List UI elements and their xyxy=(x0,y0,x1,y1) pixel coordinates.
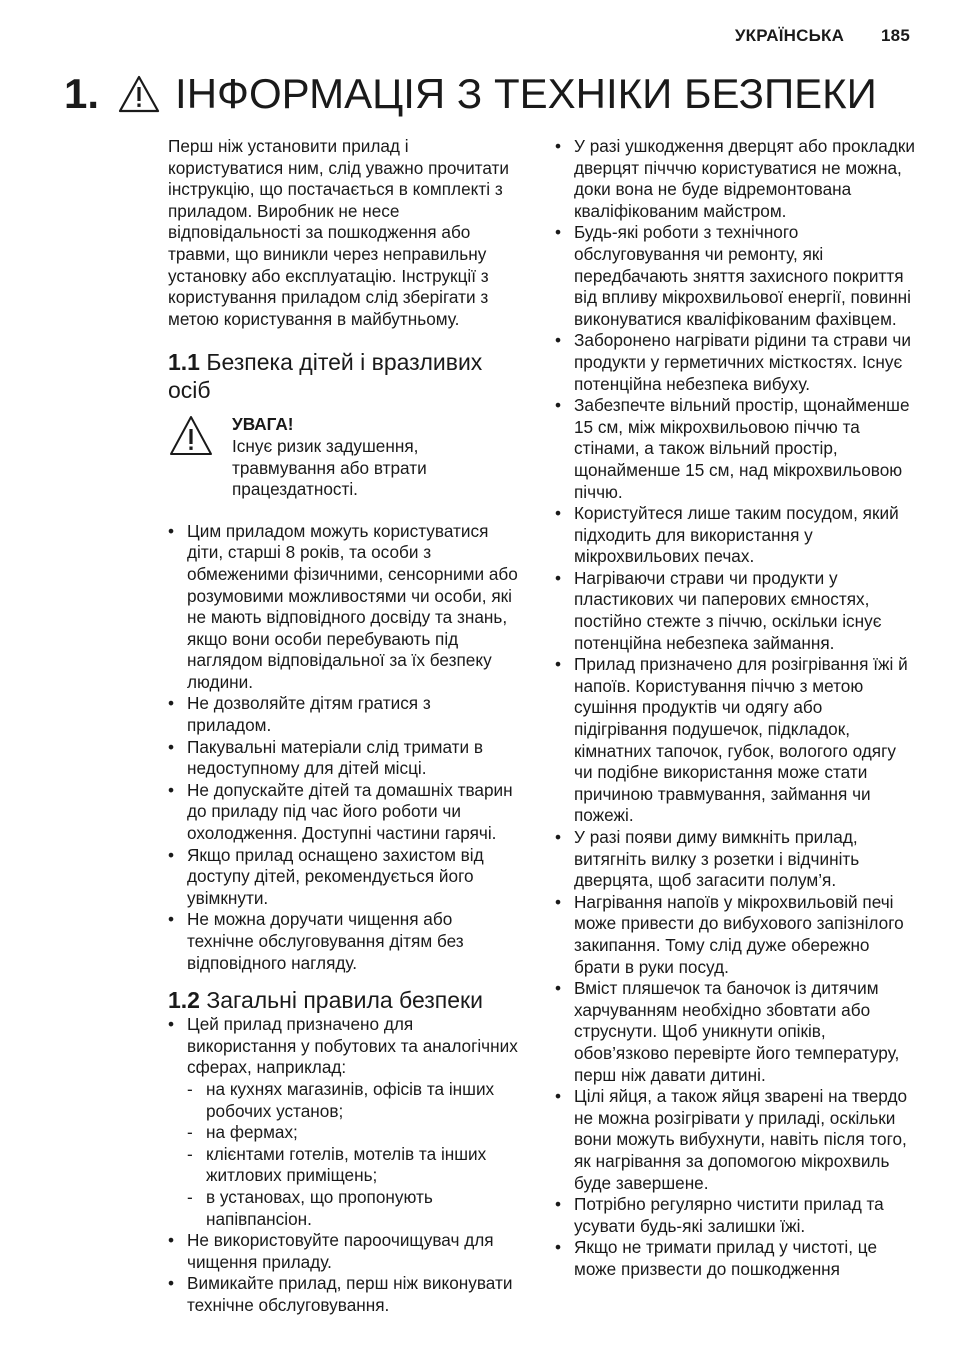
running-head xyxy=(735,26,910,46)
list-item: • Користуйтеся лише таким посудом, який підходить для використання у мікрохвильових печах. xyxy=(555,503,915,568)
left-column xyxy=(168,136,518,1329)
section-title: Безпека дітей і вразливих осіб xyxy=(168,349,483,404)
list-item: • Вміст пляшечок та баночок із дитячим харчуванням необхідно збовтати або струснути. Щоб уникнути опіків, обов’язково перевірте його температуру, перш ніж давати дитині. xyxy=(555,978,915,1086)
section-title: Загальні правила безпеки xyxy=(206,987,483,1014)
list-item: • Якщо прилад оснащено захистом від доступу дітей, рекомендується його увімкнути. xyxy=(168,845,518,910)
list-item: • Вимикайте прилад, перш ніж виконувати технічне обслуговування. xyxy=(168,1273,518,1316)
list-item: • Не використовуйте пароочищувач для чищення приладу. xyxy=(168,1230,518,1273)
warning-triangle-icon xyxy=(117,74,161,114)
list-item: • Цим приладом можуть користуватися діти, старші 8 років, та особи з обмеженими фізичними, сенсорними або розумовими можливостями чи особи, які не мають відповідного досвіду та знань, якщо вони особи перебувають під наглядом відповідальної за їх безпеку людини. xyxy=(168,521,518,694)
right-column xyxy=(555,136,915,1292)
notice-title: УВАГА! xyxy=(232,414,294,435)
section-number: 1.2 xyxy=(168,987,200,1014)
section-number: 1.1 xyxy=(168,349,200,376)
chapter-heading: ІНФОРМАЦІЯ З ТЕХНІКИ БЕЗПЕКИ xyxy=(175,70,877,117)
sub-list-item: - в установах, що пропонують напівпансіон. xyxy=(187,1187,518,1230)
sub-list-item: - на фермах; xyxy=(187,1122,518,1144)
list-item: • Пакувальні матеріали слід тримати в недоступному для дітей місці. xyxy=(168,737,518,780)
page-number: 185 xyxy=(881,26,910,45)
list-item: • Будь-які роботи з технічного обслуговування чи ремонту, які передбачають зняття захисного покриття від впливу мікрохвильової енергії, повинні виконуватися кваліфікованим фахівцем. xyxy=(555,222,915,330)
list-item xyxy=(168,1014,518,1230)
header-language: УКРАЇНСЬКА xyxy=(734,26,845,45)
chapter-title xyxy=(64,70,877,118)
notice-body xyxy=(232,414,518,500)
list-item-text: Цей прилад призначено для використання у побутових та аналогічних сферах, наприклад: xyxy=(187,1014,518,1078)
notice-text: Існує ризик задушення, травмування або втрати працездатності. xyxy=(232,435,427,500)
intro-paragraph: Перш ніж установити прилад і користуватися ним, слід уважно прочитати інструкцію, що постачається в комплекті з приладом. Виробник не несе відповідальності за пошкодження або травми, що виникли через неправильну установку або експлуатацію. Інструкції з користування приладом слід зберігати з метою користування в майбутньому. xyxy=(168,136,510,329)
list-item: • Забезпечте вільний простір, щонайменше 15 см, між мікрохвильовою піччю та стінами, а також вільний простір, щонайменше 15 см, над мікрохвильовою піччю. xyxy=(555,395,915,503)
list-item: • Не допускайте дітей та домашніх тварин до приладу під час його роботи чи охолодження. Доступні частини гарячі. xyxy=(168,780,518,845)
list-item: • У разі появи диму вимкніть прилад, витягніть вилку з розетки і відчиніть дверцята, щоб загасити полум’я. xyxy=(555,827,915,892)
sub-list xyxy=(187,1079,518,1230)
section-heading-children-safety xyxy=(168,348,518,404)
warning-triangle-icon xyxy=(168,414,214,458)
list-item: • У разі ушкодження дверцят або прокладки дверцят пічччю користуватися не можна, доки вона не буде відремонтована кваліфікованим майстром. xyxy=(555,136,915,222)
list-item: • Не дозволяйте дітям гратися з приладом. xyxy=(168,693,518,736)
list-item: • Потрібно регулярно чистити прилад та усувати будь-які залишки їжі. xyxy=(555,1194,915,1237)
list-item: • Цілі яйця, а також яйця зварені на твердо не можна розігрівати у приладі, оскільки вони можуть вибухнути, навіть після того, як нагрівання за допомогою мікрохвиль буде завершене. xyxy=(555,1086,915,1194)
sub-list-item: - на кухнях магазинів, офісів та інших робочих установ; xyxy=(187,1079,518,1122)
section-heading-general-safety xyxy=(168,986,518,1014)
general-safety-list xyxy=(168,1014,518,1316)
list-item: • Заборонено нагрівати рідини та страви чи продукти у герметичних місткостях. Існує потенційна небезпека вибуху. xyxy=(555,330,915,395)
children-safety-list xyxy=(168,521,518,974)
list-item: • Не можна доручати чищення або технічне обслуговування дітям без відповідного нагляду. xyxy=(168,909,518,974)
list-item: • Якщо не тримати прилад у чистоті, це може призвести до пошкодження xyxy=(555,1237,915,1280)
warning-notice xyxy=(168,414,518,500)
general-safety-list-continued xyxy=(555,136,915,1280)
chapter-number: 1. xyxy=(64,70,100,117)
sub-list-item: - клієнтами готелів, мотелів та інших житлових приміщень; xyxy=(187,1144,518,1187)
list-item: • Нагріваючи страви чи продукти у пластикових чи паперових ємностях, постійно стежте з піччю, оскільки існує потенційна небезпека займання. xyxy=(555,568,915,654)
list-item: • Нагрівання напоїв у мікрохвильовій печі може привести до вибухового запізнілого закипання. Тому слід дуже обережно брати в руки посуд. xyxy=(555,892,915,978)
list-item: • Прилад призначено для розігрівання їжі й напоїв. Користування піччю з метою сушіння продуктів чи одягу або підігрівання подушечок, підкладок, кімнатних тапочок, губок, вологого одягу чи подібне використання може стати причиною травмування, займання чи пожежі. xyxy=(555,654,915,827)
